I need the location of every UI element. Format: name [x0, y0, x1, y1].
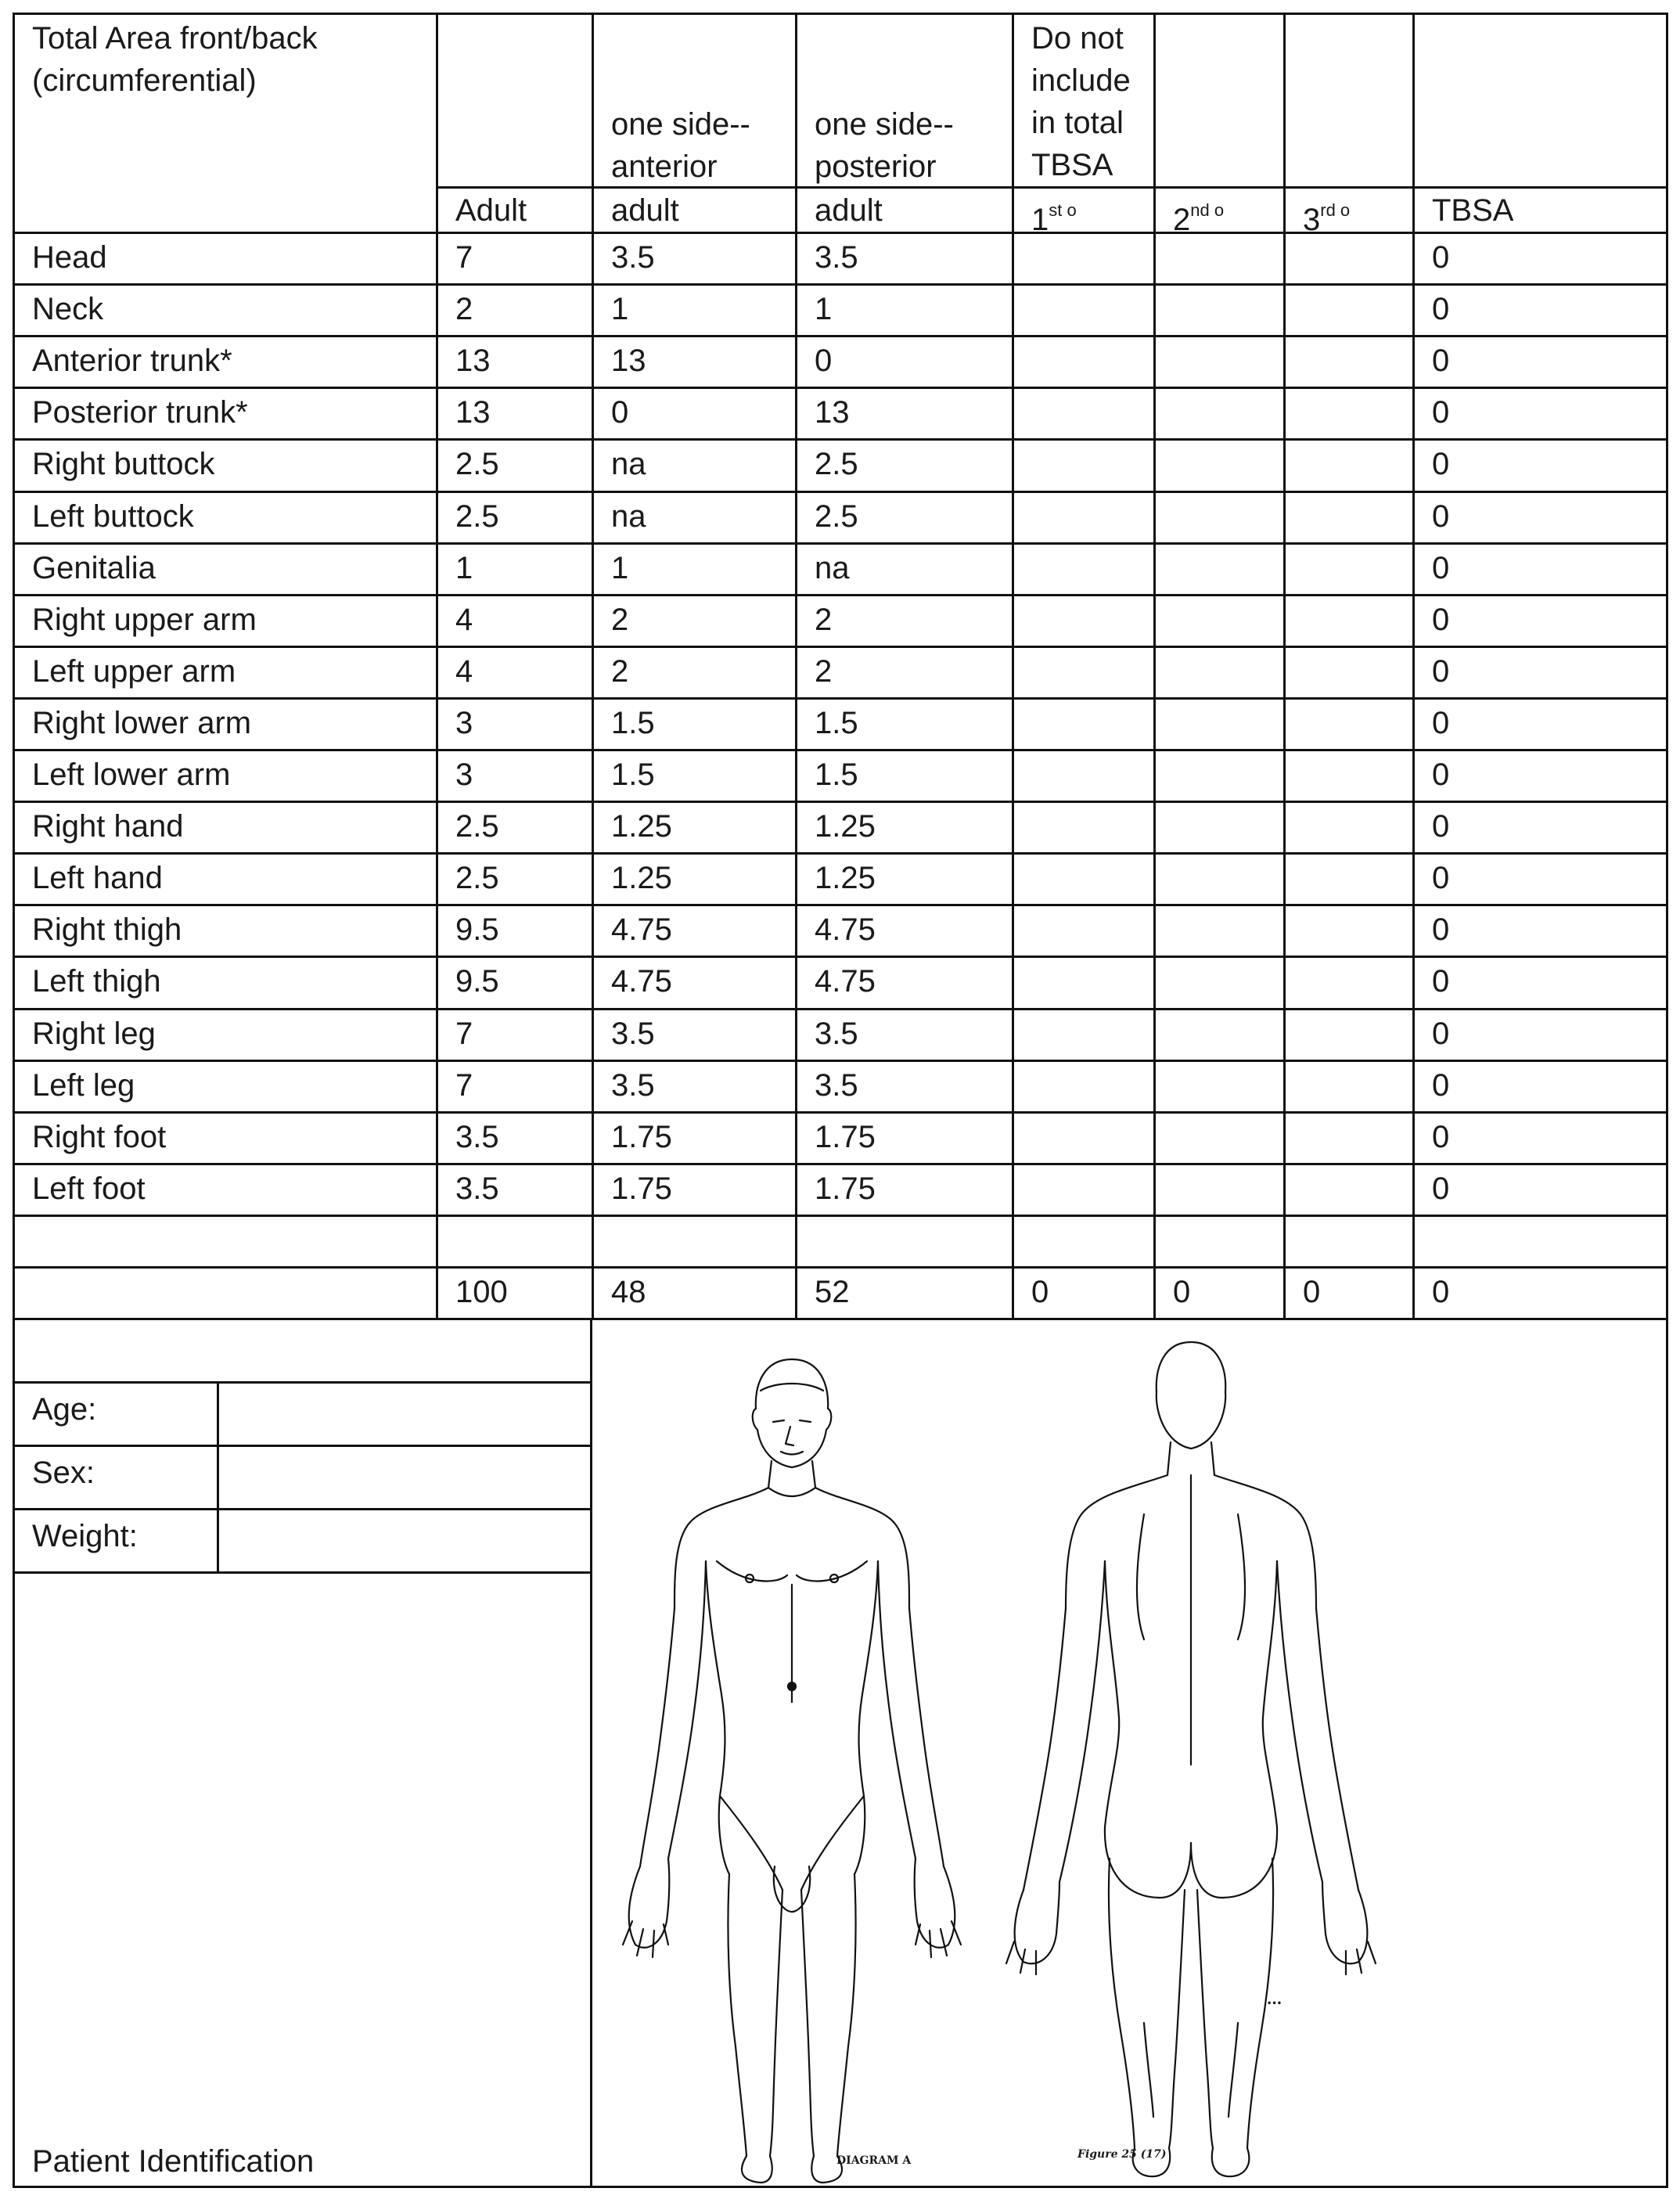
row-anterior-pct-cell: 1: [611, 292, 629, 326]
row-first-degree-cell[interactable]: [1014, 702, 1151, 747]
row-posterior-pct-cell: na: [815, 551, 850, 585]
row-area-cell: Left lower arm: [32, 758, 231, 792]
row-divider: [13, 283, 1668, 286]
row-posterior-pct-cell: 1: [815, 292, 833, 326]
row-adult-pct-cell: 2.5: [455, 861, 499, 895]
row-third-degree-cell[interactable]: [1286, 547, 1410, 592]
age-field[interactable]: [219, 1366, 589, 1428]
row-anterior-pct-cell: 4.75: [611, 964, 672, 999]
row-posterior-pct-cell: 2.5: [815, 447, 858, 481]
body-diagram: [592, 1326, 1668, 2188]
row-second-degree-cell[interactable]: [1156, 599, 1281, 644]
row-adult-pct-cell: 13: [455, 344, 491, 378]
first-degree-subheader-number: 1: [1031, 203, 1049, 232]
row-anterior-pct-cell: na: [611, 447, 646, 481]
row-first-degree-cell[interactable]: [1014, 1219, 1151, 1265]
row-anterior-pct-cell: 13: [611, 344, 646, 378]
row-area-cell: Head: [32, 240, 107, 275]
row-third-degree-cell[interactable]: [1286, 340, 1410, 385]
row-tbsa-cell: 0: [1432, 809, 1450, 844]
weight-label: Weight:: [32, 1519, 138, 1553]
total-posterior-pct-cell: 52: [815, 1275, 850, 1309]
row-tbsa-cell: 0: [1432, 551, 1450, 585]
first-degree-subheader-superscript: st o: [1049, 200, 1077, 220]
row-adult-pct-cell: [438, 1219, 589, 1265]
row-third-degree-cell[interactable]: [1286, 909, 1410, 954]
row-adult-pct-cell: 7: [455, 1017, 473, 1051]
total-adult-pct-cell: 100: [455, 1275, 508, 1309]
row-second-degree-cell[interactable]: [1156, 288, 1281, 333]
row-area-cell: Right thigh: [32, 912, 182, 947]
header-bottom-rule: [13, 232, 1668, 234]
row-area-cell: Right foot: [32, 1120, 167, 1154]
row-divider: [13, 904, 1668, 906]
row-second-degree-cell[interactable]: [1156, 443, 1281, 488]
row-first-degree-cell[interactable]: [1014, 960, 1151, 1006]
row-first-degree-cell[interactable]: [1014, 805, 1151, 851]
row-tbsa-cell: 0: [1432, 1017, 1450, 1051]
row-first-degree-cell[interactable]: [1014, 288, 1151, 333]
row-third-degree-cell[interactable]: [1286, 805, 1410, 851]
row-area-cell: Right leg: [32, 1017, 156, 1051]
row-divider: [13, 1318, 1668, 1320]
row-third-degree-cell[interactable]: [1286, 857, 1410, 902]
row-posterior-pct-cell: 13: [815, 395, 850, 430]
row-anterior-pct-cell: 2: [611, 654, 629, 689]
row-area-cell: Left hand: [32, 861, 163, 895]
row-area-cell: Right buttock: [32, 447, 215, 481]
row-second-degree-cell[interactable]: [1156, 805, 1281, 851]
total-area-cell: [15, 1271, 433, 1316]
row-first-degree-cell[interactable]: [1014, 391, 1151, 437]
row-tbsa-cell: 0: [1432, 706, 1450, 740]
row-first-degree-cell[interactable]: [1014, 340, 1151, 385]
row-posterior-pct-cell: 1.25: [815, 809, 876, 844]
row-third-degree-cell[interactable]: [1286, 702, 1410, 747]
row-adult-pct-cell: 7: [455, 1068, 473, 1103]
row-second-degree-cell[interactable]: [1156, 236, 1281, 282]
row-divider: [13, 749, 1668, 751]
row-posterior-pct-cell: 2.5: [815, 499, 858, 534]
row-third-degree-cell[interactable]: [1286, 236, 1410, 282]
row-adult-pct-cell: 4: [455, 603, 473, 637]
row-posterior-pct-cell: 4.75: [815, 912, 876, 947]
row-anterior-pct-cell: 1.75: [611, 1171, 672, 1206]
second-degree-subheader-superscript: nd o: [1190, 200, 1225, 220]
row-third-degree-cell[interactable]: [1286, 960, 1410, 1006]
exclude-note-header: Do not include in total TBSA: [1031, 21, 1131, 182]
row-third-degree-cell[interactable]: [1286, 650, 1410, 696]
row-tbsa-cell: 0: [1432, 344, 1450, 378]
row-adult-pct-cell: 2.5: [455, 809, 499, 844]
row-area-cell: Left upper arm: [32, 654, 236, 689]
row-divider: [13, 1215, 1668, 1217]
row-tbsa-cell: 0: [1432, 499, 1450, 534]
figure-caption: Figure 25 (17): [1077, 2148, 1167, 2161]
row-third-degree-cell[interactable]: [1286, 1064, 1410, 1110]
row-divider: [13, 646, 1668, 648]
row-first-degree-cell[interactable]: [1014, 754, 1151, 799]
row-posterior-pct-cell: 1.5: [815, 706, 858, 740]
row-posterior-pct-cell: 3.5: [815, 1068, 858, 1103]
third-degree-subheader-number: 3: [1303, 203, 1321, 232]
row-area-cell: Posterior trunk*: [32, 395, 248, 430]
third-degree-subheader-superscript: rd o: [1320, 200, 1351, 220]
row-posterior-pct-cell: 4.75: [815, 964, 876, 999]
posterior-subheader: adult: [815, 193, 883, 228]
row-anterior-pct-cell: 2: [611, 603, 629, 637]
header-divider: [436, 186, 1668, 189]
row-posterior-pct-cell: 1.75: [815, 1120, 876, 1154]
age-label: Age:: [32, 1392, 97, 1427]
sex-field[interactable]: [219, 1429, 589, 1492]
row-adult-pct-cell: 3: [455, 706, 473, 740]
row-posterior-pct-cell: 2: [815, 603, 833, 637]
row-first-degree-cell[interactable]: [1014, 495, 1151, 541]
row-second-degree-cell[interactable]: [1156, 391, 1281, 437]
row-area-cell: [15, 1219, 433, 1265]
row-posterior-pct-cell: 3.5: [815, 1017, 858, 1051]
row-second-degree-cell[interactable]: [1156, 547, 1281, 592]
row-first-degree-cell[interactable]: [1014, 909, 1151, 954]
posterior-body-outline: [1006, 1342, 1376, 2176]
row-second-degree-cell[interactable]: [1156, 960, 1281, 1006]
row-third-degree-cell[interactable]: [1286, 1168, 1410, 1213]
row-second-degree-cell[interactable]: [1156, 1219, 1281, 1265]
row-divider: [13, 1163, 1668, 1165]
row-posterior-pct-cell: [797, 1219, 1009, 1265]
row-area-cell: Right upper arm: [32, 603, 257, 637]
sex-label: Sex:: [32, 1456, 95, 1490]
row-divider: [13, 438, 1668, 441]
row-tbsa-cell: 0: [1432, 912, 1450, 947]
row-tbsa-cell: 0: [1432, 1120, 1450, 1154]
row-first-degree-cell[interactable]: [1014, 1116, 1151, 1161]
row-anterior-pct-cell: 3.5: [611, 240, 655, 275]
row-second-degree-cell[interactable]: [1156, 650, 1281, 696]
row-tbsa-cell: 0: [1432, 861, 1450, 895]
tbsa-subheader: TBSA: [1432, 193, 1514, 228]
row-tbsa-cell: 0: [1432, 964, 1450, 999]
row-second-degree-cell[interactable]: [1156, 1116, 1281, 1161]
row-adult-pct-cell: 3.5: [455, 1171, 499, 1206]
row-third-degree-cell[interactable]: [1286, 754, 1410, 799]
row-adult-pct-cell: 2.5: [455, 499, 499, 534]
row-tbsa-cell: 0: [1432, 758, 1450, 792]
second-degree-subheader: [1156, 189, 1281, 232]
anterior-body-outline: [623, 1359, 961, 2183]
row-third-degree-cell[interactable]: [1286, 1219, 1410, 1265]
row-second-degree-cell[interactable]: [1156, 1013, 1281, 1058]
row-second-degree-cell[interactable]: [1156, 1064, 1281, 1110]
patient-bottom-rule: [13, 1571, 592, 1574]
row-anterior-pct-cell: 1.5: [611, 758, 655, 792]
row-divider: [13, 542, 1668, 545]
row-area-cell: Left leg: [32, 1068, 135, 1103]
row-adult-pct-cell: 9.5: [455, 912, 499, 947]
row-divider: [13, 335, 1668, 337]
row-area-cell: Genitalia: [32, 551, 156, 585]
row-anterior-pct-cell: [594, 1219, 793, 1265]
anterior-subheader: adult: [611, 193, 679, 228]
row-tbsa-cell: 0: [1432, 603, 1450, 637]
row-divider: [13, 1266, 1668, 1269]
row-second-degree-cell[interactable]: [1156, 340, 1281, 385]
row-tbsa-cell: 0: [1432, 654, 1450, 689]
row-area-cell: Right hand: [32, 809, 184, 844]
row-adult-pct-cell: 13: [455, 395, 491, 430]
row-third-degree-cell[interactable]: [1286, 391, 1410, 437]
row-anterior-pct-cell: 1.25: [611, 861, 672, 895]
row-adult-pct-cell: 9.5: [455, 964, 499, 999]
row-anterior-pct-cell: 1: [611, 551, 629, 585]
weight-field[interactable]: [219, 1492, 589, 1555]
first-degree-subheader: [1014, 189, 1151, 232]
row-second-degree-cell[interactable]: [1156, 857, 1281, 902]
row-tbsa-cell: 0: [1432, 292, 1450, 326]
row-second-degree-cell[interactable]: [1156, 909, 1281, 954]
total-tbsa-cell: 0: [1432, 1275, 1450, 1309]
row-area-cell: Left foot: [32, 1171, 146, 1206]
row-first-degree-cell[interactable]: [1014, 1013, 1151, 1058]
row-divider: [13, 801, 1668, 803]
row-tbsa-cell: 0: [1432, 395, 1450, 430]
row-posterior-pct-cell: 3.5: [815, 240, 858, 275]
row-tbsa-cell: 0: [1432, 1171, 1450, 1206]
row-third-degree-cell[interactable]: [1286, 1116, 1410, 1161]
row-anterior-pct-cell: 1.5: [611, 706, 655, 740]
row-adult-pct-cell: 2: [455, 292, 473, 326]
row-first-degree-cell[interactable]: [1014, 236, 1151, 282]
posterior-column-header: one side-- posterior: [815, 107, 954, 184]
row-adult-pct-cell: 4: [455, 654, 473, 689]
third-degree-subheader: [1286, 189, 1410, 232]
row-adult-pct-cell: 3: [455, 758, 473, 792]
row-anterior-pct-cell: 3.5: [611, 1017, 655, 1051]
row-divider: [13, 491, 1668, 493]
row-third-degree-cell[interactable]: [1286, 599, 1410, 644]
row-second-degree-cell[interactable]: [1156, 495, 1281, 541]
row-posterior-pct-cell: 2: [815, 654, 833, 689]
row-second-degree-cell[interactable]: [1156, 702, 1281, 747]
body-outline-figure: [592, 1326, 1668, 2188]
row-second-degree-cell[interactable]: [1156, 1168, 1281, 1213]
row-third-degree-cell[interactable]: [1286, 495, 1410, 541]
row-divider: [13, 594, 1668, 596]
row-third-degree-cell[interactable]: [1286, 443, 1410, 488]
row-anterior-pct-cell: 3.5: [611, 1068, 655, 1103]
row-first-degree-cell[interactable]: [1014, 1064, 1151, 1110]
row-anterior-pct-cell: 0: [611, 395, 629, 430]
row-anterior-pct-cell: 1.25: [611, 809, 672, 844]
row-divider: [13, 956, 1668, 958]
row-tbsa-cell: 0: [1432, 447, 1450, 481]
row-adult-pct-cell: 2.5: [455, 447, 499, 481]
row-adult-pct-cell: 3.5: [455, 1120, 499, 1154]
total-third-degree-cell[interactable]: 0: [1303, 1275, 1321, 1309]
row-first-degree-cell[interactable]: [1014, 1168, 1151, 1213]
row-posterior-pct-cell: 0: [815, 344, 833, 378]
figure-mark: •••: [1267, 1999, 1282, 2008]
row-adult-pct-cell: 7: [455, 240, 473, 275]
diagram-a-caption: DIAGRAM A: [836, 2154, 912, 2167]
row-adult-pct-cell: 1: [455, 551, 473, 585]
row-tbsa-cell: 0: [1432, 240, 1450, 275]
row-first-degree-cell[interactable]: [1014, 547, 1151, 592]
row-tbsa-cell: [1415, 1219, 1666, 1265]
row-area-cell: Neck: [32, 292, 104, 326]
anterior-column-header: one side-- anterior: [611, 107, 750, 184]
row-area-cell: Left buttock: [32, 499, 194, 534]
area-column-header: Total Area front/back (circumferential): [32, 21, 318, 98]
row-anterior-pct-cell: na: [611, 499, 646, 534]
row-divider: [13, 387, 1668, 389]
row-divider: [13, 1111, 1668, 1114]
total-second-degree-cell[interactable]: 0: [1173, 1275, 1191, 1309]
second-degree-subheader-number: 2: [1173, 203, 1191, 232]
row-divider: [13, 1060, 1668, 1062]
row-area-cell: Left thigh: [32, 964, 161, 999]
row-posterior-pct-cell: 1.75: [815, 1171, 876, 1206]
total-first-degree-cell[interactable]: 0: [1031, 1275, 1049, 1309]
row-first-degree-cell[interactable]: [1014, 650, 1151, 696]
row-anterior-pct-cell: 4.75: [611, 912, 672, 947]
row-third-degree-cell[interactable]: [1286, 288, 1410, 333]
row-posterior-pct-cell: 1.5: [815, 758, 858, 792]
row-area-cell: Right lower arm: [32, 706, 252, 740]
adult-subheader: Adult: [455, 193, 527, 228]
row-divider: [13, 1008, 1668, 1010]
row-third-degree-cell[interactable]: [1286, 1013, 1410, 1058]
row-anterior-pct-cell: 1.75: [611, 1120, 672, 1154]
patient-identification-label: Patient Identification: [32, 2144, 315, 2179]
total-anterior-pct-cell: 48: [611, 1275, 646, 1309]
row-divider: [13, 852, 1668, 855]
row-first-degree-cell[interactable]: [1014, 443, 1151, 488]
row-area-cell: Anterior trunk*: [32, 344, 232, 378]
row-second-degree-cell[interactable]: [1156, 754, 1281, 799]
row-posterior-pct-cell: 1.25: [815, 861, 876, 895]
row-first-degree-cell[interactable]: [1014, 599, 1151, 644]
row-divider: [13, 697, 1668, 700]
row-first-degree-cell[interactable]: [1014, 857, 1151, 902]
row-tbsa-cell: 0: [1432, 1068, 1450, 1103]
